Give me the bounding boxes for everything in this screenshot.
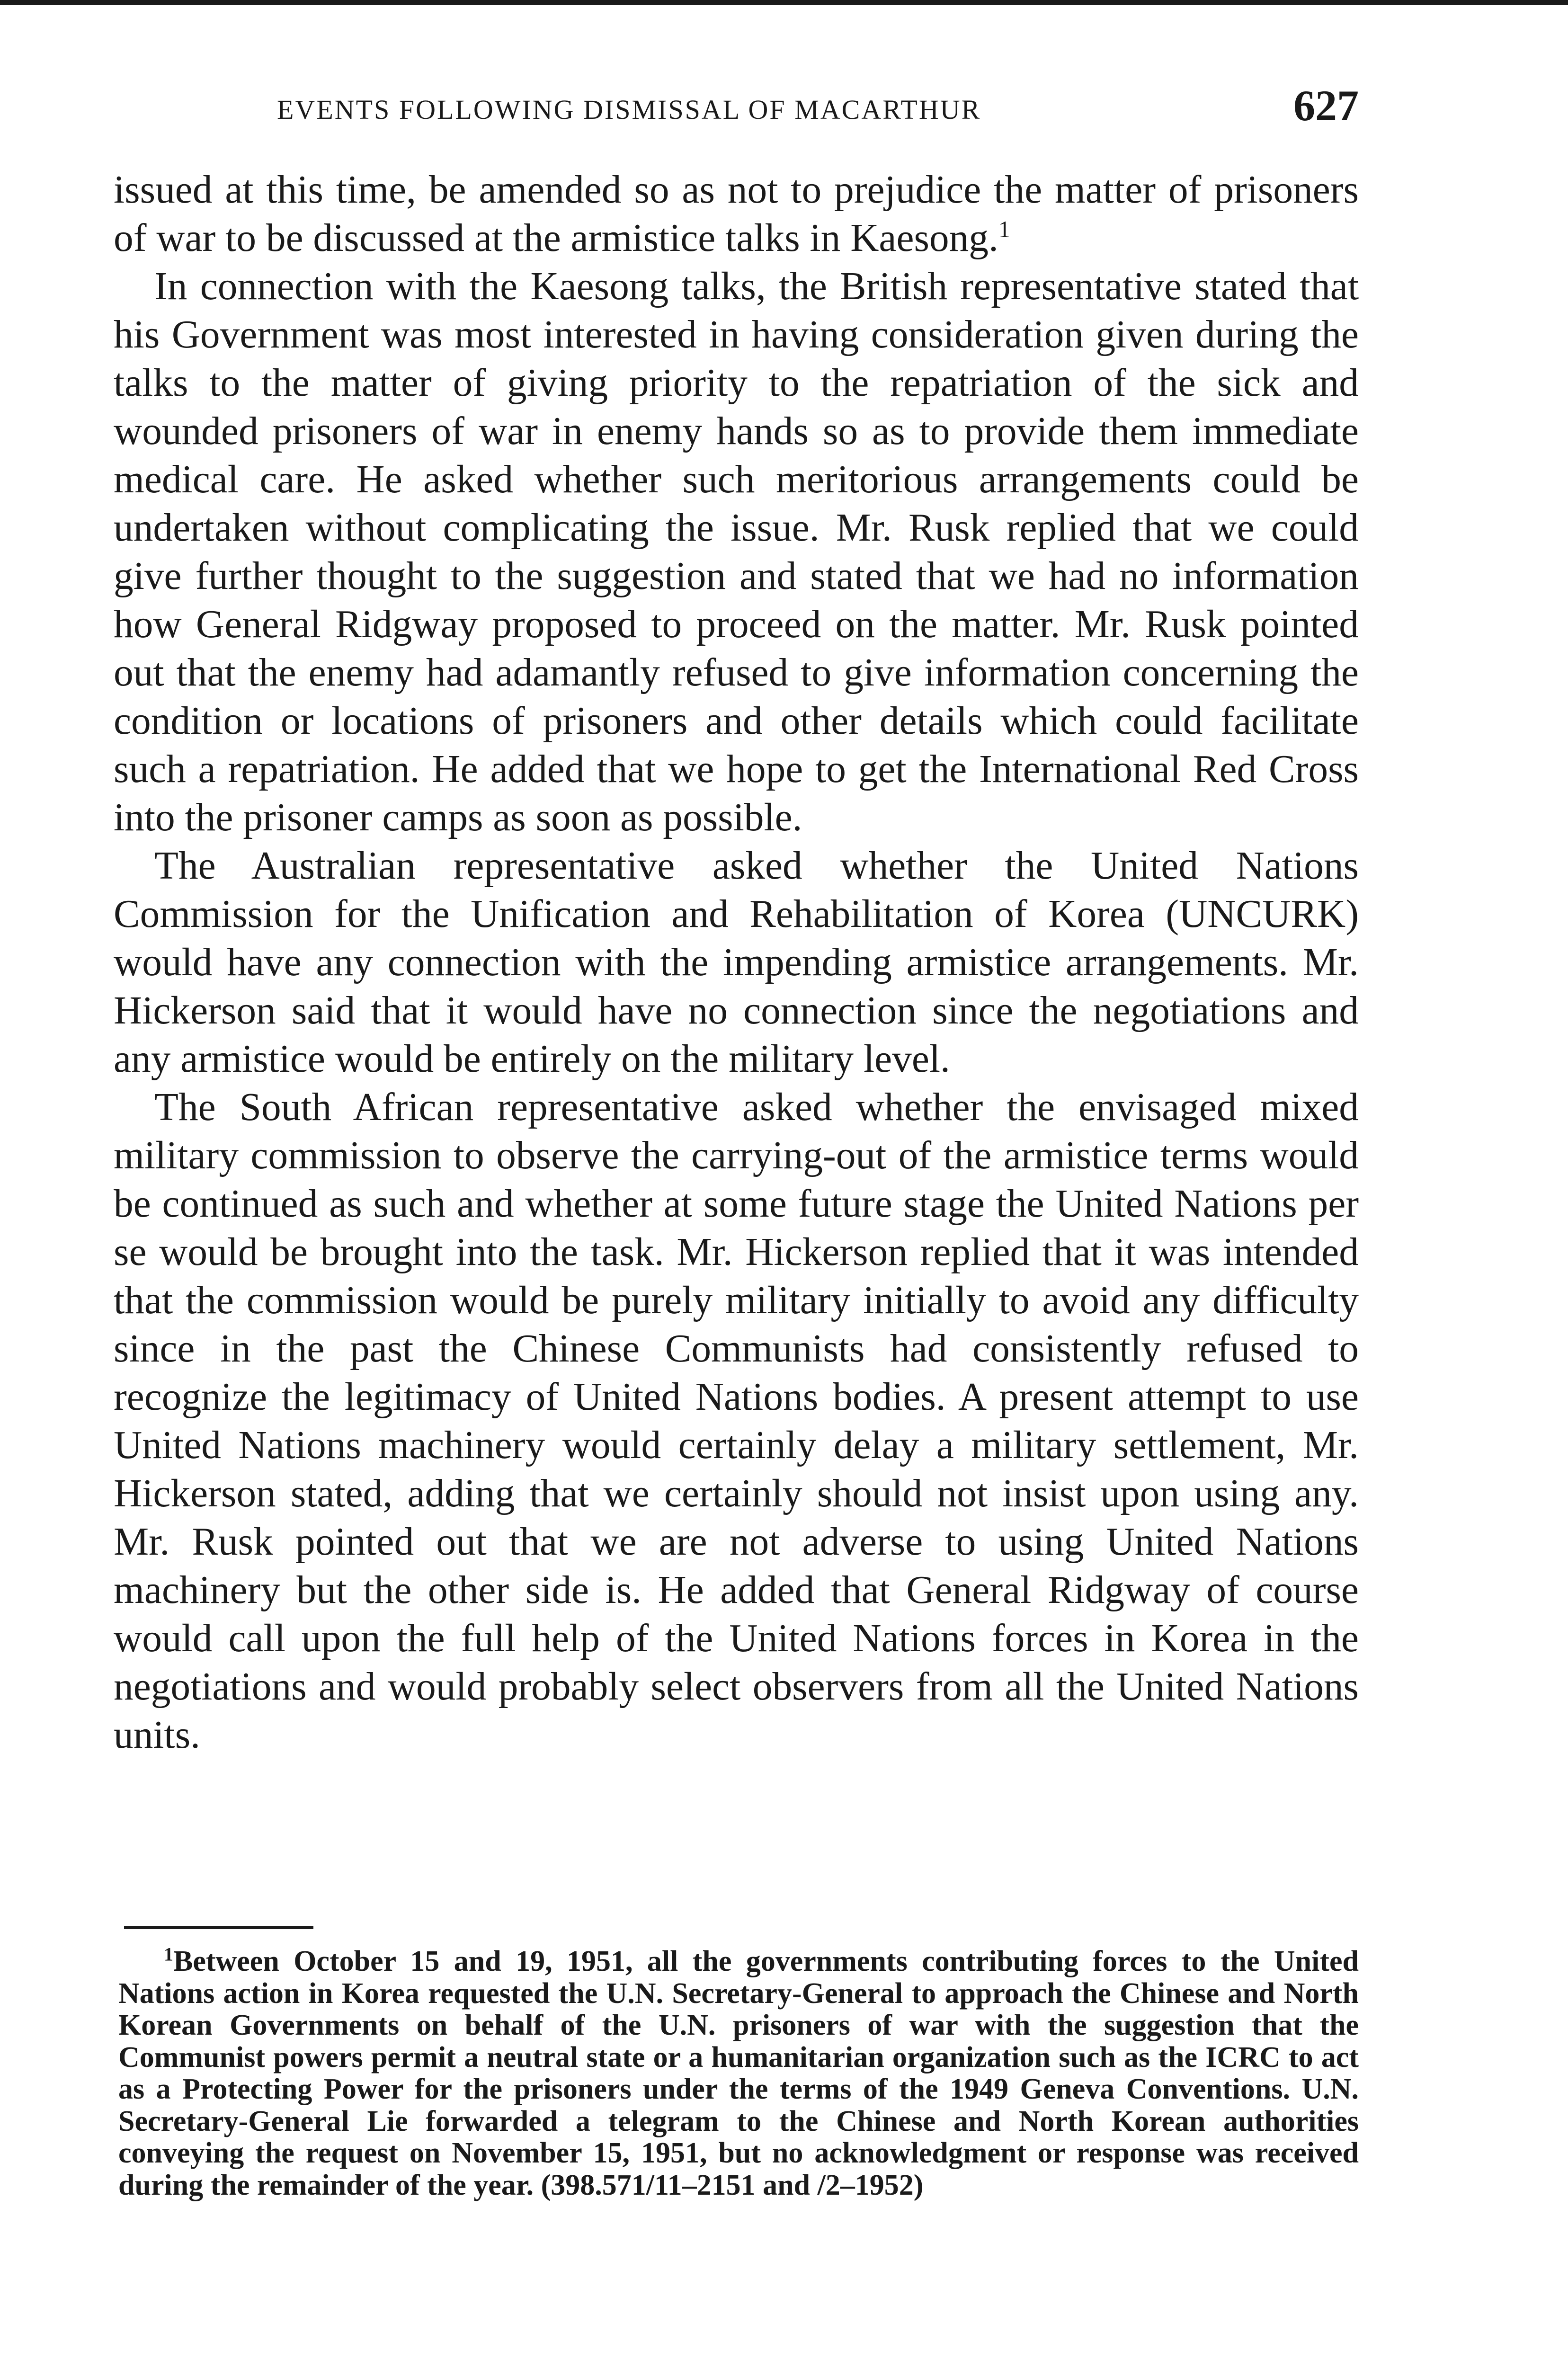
paragraph-continued bbox=[114, 166, 1359, 262]
body-text bbox=[114, 166, 1359, 1759]
paragraph-south-african-representative: The South African representative asked whether the envisaged mixed military commission to observe the carrying-out of the armistice terms would be continued as such and whether at some future stage the United Nations per se would be brought into the task. Mr. Hickerson replied that it was intended that the commission would be purely military initially to avoid any difficulty since in the past the Chinese Communists had consistently refused to recognize the legitimacy of United Nations bodies. A present attempt to use United Nations machinery would certainly delay a military settlement, Mr. Hickerson stated, adding that we certainly should not insist upon using any. Mr. Rusk pointed out that we are not adverse to using United Nations machinery but the other side is. He added that General Ridgway of course would call upon the full help of the United Nations forces in Korea in the negotiations and would probably select observers from all the United Nations units. bbox=[114, 1086, 1359, 1757]
page-header bbox=[114, 80, 1359, 137]
top-border-rule bbox=[0, 0, 1568, 5]
page-number: 627 bbox=[1293, 81, 1359, 130]
paragraph-australian-representative: The Australian representative asked whether the United Nations Commission for the Unification and Rehabilitation of Korea (UNCURK) would have any connection with the impending armistice arrangements. Mr. Hickerson said that it would have no connection since the negotiations and any armistice would be entirely on the military level. bbox=[114, 844, 1359, 1081]
footnote-reference: 1 bbox=[998, 216, 1010, 243]
footnote-separator bbox=[124, 1926, 313, 1929]
footnote-mark: 1 bbox=[164, 1943, 173, 1965]
footnote bbox=[118, 1943, 1359, 2201]
paragraph-text: issued at this time, be amended so as not to prejudice the matter of prisoners of war to be discussed at the armistice talks in Kaesong. bbox=[114, 168, 1359, 260]
paragraph-british-representative: In connection with the Kaesong talks, the British representative stated that his Government was most interested in having consideration given during the talks to the matter of giving priority to the repatriation of the sick and wounded prisoners of war in enemy hands so as to provide them immediate medical care. He asked whether such meritorious arrangements could be undertaken without complicating the issue. Mr. Rusk replied that we could give further thought to the suggestion and stated that we had no information how General Ridgway proposed to proceed on the matter. Mr. Rusk pointed out that the enemy had adamantly refused to give information concerning the condition or locations of prisoners and other details which could facilitate such a repatriation. He added that we hope to get the International Red Cross into the prisoner camps as soon as possible. bbox=[114, 265, 1359, 839]
running-head: EVENTS FOLLOWING DISMISSAL OF MACARTHUR bbox=[277, 94, 981, 125]
footnote-text: Between October 15 and 19, 1951, all the governments contributing forces to the United Nations action in Korea requested the U.N. Secretary-General to approach the Chinese and North Korean Governments on behalf of the U.N. prisoners of war with the suggestion that the Communist powers permit a neutral state or a humanitarian organization such as the ICRC to act as a Protecting Power for the prisoners under the terms of the 1949 Geneva Conventions. U.N. Secretary-General Lie forwarded a telegram to the Chinese and North Korean authorities conveying the request on November 15, 1951, but no acknowledgment or response was received during the remainder of the year. (398.571/11–2151 and /2–1952) bbox=[118, 1945, 1359, 2201]
